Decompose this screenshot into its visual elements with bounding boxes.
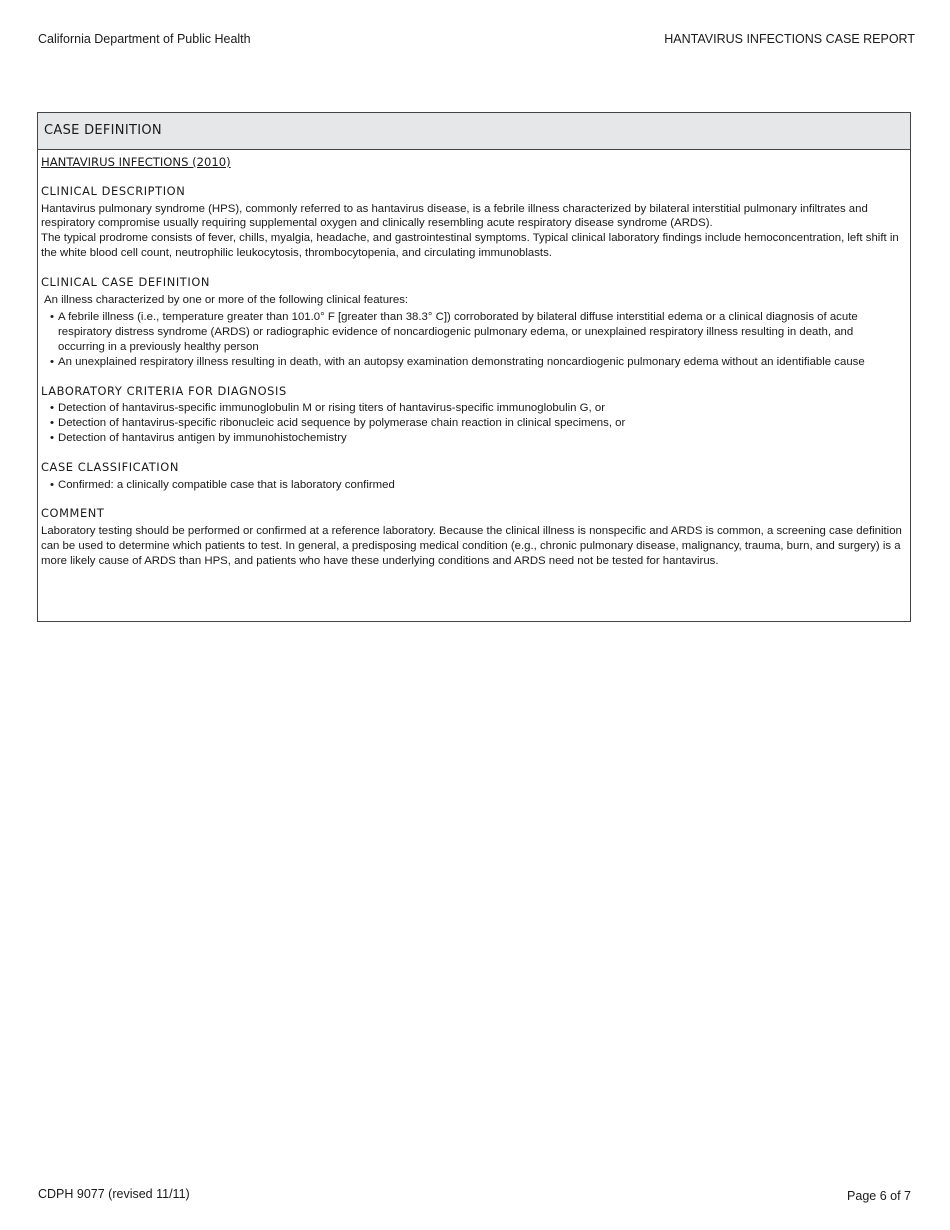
- clinical-description-text-1: Hantavirus pulmonary syndrome (HPS), commonly referred to as hantavirus disease, is a febrile illness characterized by bilateral interstitial pulmonary infiltrates and respiratory compromise usually requiring supplemental oxygen and clinically resembling acute respiratory disease syndrome (ARDS).: [41, 202, 868, 230]
- clinical-description-heading: CLINICAL DESCRIPTION: [41, 183, 186, 198]
- list-item: • Detection of hantavirus antigen by immunohistochemistry: [41, 431, 902, 446]
- header-report-title: HANTAVIRUS INFECTIONS CASE REPORT: [664, 32, 915, 46]
- clinical-description-section: [41, 184, 902, 261]
- comment-heading: COMMENT: [41, 506, 105, 521]
- comment-text: Laboratory testing should be performed or confirmed at a reference laboratory. Because the clinical illness is nonspecific and ARDS is common, a screening case definition can be used to determine which patients to test. In general, a predisposing medical condition (e.g., chronic pulmonary disease, malignancy, trauma, burn, and surgery) is a more likely cause of ARDS than HPS, and patients who have these underlying conditions and ARDS need not be tested for hantavirus.: [41, 525, 902, 567]
- list-item: • A febrile illness (i.e., temperature greater than 101.0° F [greater than 38.3° C]) corroborated by bilateral diffuse interstitial edema or a clinical diagnosis of acute respiratory distress syndrome (ARDS) or radiographic evidence of noncardiogenic pulmonary edema, or unexplained respiratory illness resulting in death, and occurring in a previously healthy person: [41, 310, 902, 354]
- clinical-case-definition-heading: CLINICAL CASE DEFINITION: [41, 274, 211, 289]
- case-classification-section: [41, 460, 902, 493]
- list-item: • Detection of hantavirus-specific ribonucleic acid sequence by polymerase chain reaction in clinical specimens, or: [41, 416, 902, 431]
- comment-section: [41, 506, 902, 568]
- clinical-features-list: [41, 310, 902, 369]
- laboratory-criteria-section: [41, 384, 902, 446]
- case-definition-title: CASE DEFINITION: [38, 113, 910, 150]
- case-classification-list: [41, 478, 902, 493]
- clinical-case-definition-section: [41, 275, 902, 370]
- laboratory-criteria-list: [41, 401, 902, 445]
- laboratory-criteria-heading: LABORATORY CRITERIA FOR DIAGNOSIS: [41, 383, 287, 398]
- footer-page-number: Page 6 of 7: [847, 1189, 911, 1203]
- case-definition-box: [37, 112, 911, 622]
- header-agency: California Department of Public Health: [38, 32, 251, 46]
- clinical-description-text-2: The typical prodrome consists of fever, chills, myalgia, headache, and gastrointestinal symptoms. Typical clinical laboratory findings include hemoconcentration, left shift in the white blood cell count, neutrophilic leukocytosis, thrombocytopenia, and circulating immunoblasts.: [41, 232, 899, 259]
- footer-form-number: CDPH 9077 (revised 11/11): [38, 1187, 190, 1201]
- case-definition-subtitle: HANTAVIRUS INFECTIONS (2010): [41, 155, 231, 169]
- case-definition-content: [38, 150, 910, 569]
- case-classification-heading: CASE CLASSIFICATION: [41, 459, 179, 474]
- list-item: • Confirmed: a clinically compatible case that is laboratory confirmed: [41, 478, 902, 493]
- clinical-case-definition-intro: An illness characterized by one or more of the following clinical features:: [44, 293, 409, 306]
- list-item: • An unexplained respiratory illness resulting in death, with an autopsy examination demonstrating noncardiogenic pulmonary edema without an identifiable cause: [41, 355, 902, 370]
- list-item: • Detection of hantavirus-specific immunoglobulin M or rising titers of hantavirus-specific immunoglobulin G, or: [41, 401, 902, 416]
